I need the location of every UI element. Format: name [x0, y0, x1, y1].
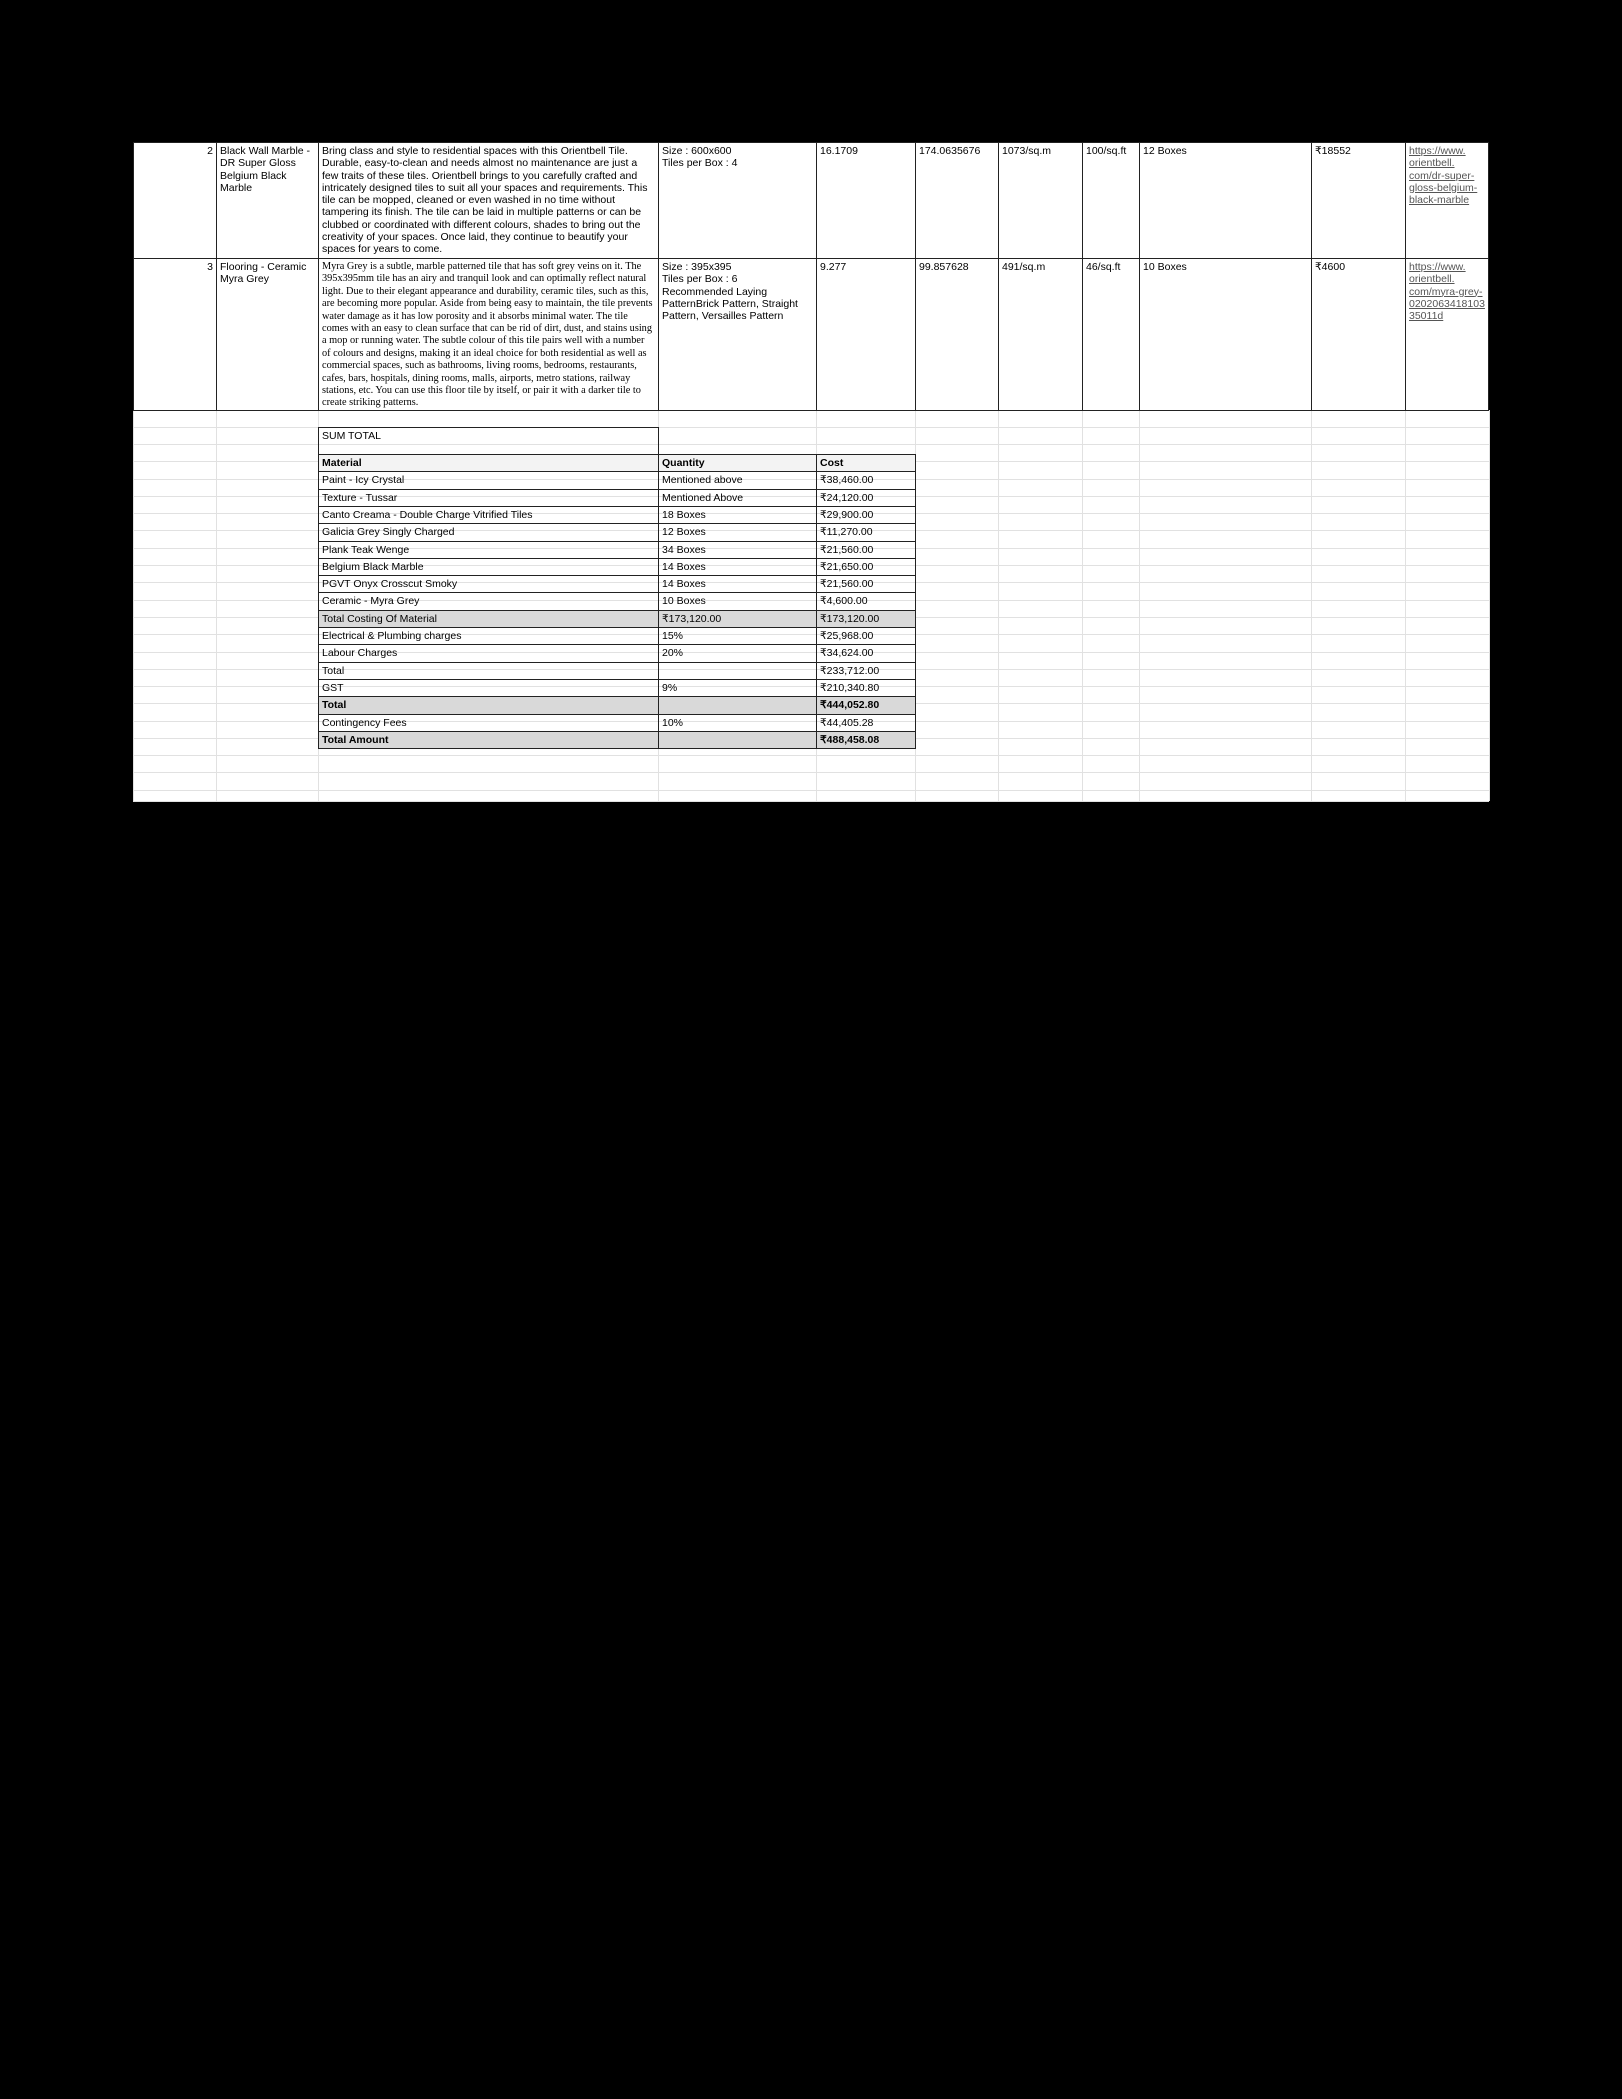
- cost-header: Cost: [817, 455, 915, 471]
- link-line[interactable]: 0202063418103: [1409, 297, 1485, 310]
- grid-column-line: [133, 410, 134, 801]
- grid-column-line: [1405, 410, 1406, 801]
- rate-per-sqft: 46/sq.ft: [1086, 261, 1121, 273]
- quantity-cell: 34 Boxes: [662, 544, 706, 556]
- material-cell: Electrical & Plumbing charges: [322, 630, 462, 642]
- material-cell: Total Costing Of Material: [319, 611, 658, 627]
- material-cell: PGVT Onyx Crosscut Smoky: [322, 578, 458, 590]
- item-description: Bring class and style to residential spaces with this Orientbell Tile. Durable, easy-to-clean and needs almost no maintenance are just a few traits of these tiles. Orientbell brings to you carefully crafted and intricately designed tiles to suit all your spaces and requirements. This tile can be mopped, cleaned or even washed in no time without tampering its finish. The tile can be laid in multiple patterns or can be clubbed or coordinated with different colours, shades to bring out the creativity of your spaces. Once laid, they continue to beautify your spaces for years to come.: [322, 145, 648, 256]
- cell-border: [658, 454, 659, 749]
- spreadsheet-page: [133, 142, 1489, 801]
- quantity-cell: [659, 732, 816, 748]
- grid-row-line: [133, 790, 1489, 791]
- item-name: Flooring - Ceramic Myra Grey: [220, 261, 307, 286]
- spec-line: PatternBrick Pattern, Straight: [662, 297, 798, 310]
- quantity-cell: Mentioned above: [662, 474, 743, 486]
- cell-border: [318, 714, 916, 715]
- item-name: Black Wall Marble - DR Super Gloss Belgium Black Marble: [220, 145, 311, 194]
- quantity-cell: [659, 697, 816, 714]
- cell-border: [318, 644, 916, 645]
- area-secondary-value: 174.0635676: [919, 145, 981, 157]
- quantity-cell: 12 Boxes: [662, 526, 706, 538]
- cell-border: [318, 541, 916, 542]
- cell-border: [915, 454, 916, 749]
- cost-cell: ₹21,560.00: [820, 578, 874, 590]
- item-description: Myra Grey is a subtle, marble patterned tile that has soft grey veins on it. The 395x395mm tile has an airy and tranquil look and can optimally reflect natural light. Due to their elegant appearance and durability, ceramic tiles, such as this, are becoming more popular. Aside from being easy to maintain, the tile prevents water damage as it has low porosity and it absorbs minimal water. The tile comes with an easy to clean surface that can be rid of dirt, dust, and stains using a mop or running water. The subtle colour of this tile pairs well with a number of colours and designs, making it an ideal choice for both residential as well as commercial spaces, such as bathrooms, living rooms, bedrooms, restaurants, cafes, bars, hospitals, dining rooms, malls, airports, metro stations, railway stations, etc. You can use this floor tile by itself, or pair it with a darker tile to create striking patterns.: [322, 261, 653, 409]
- rate-per-sqm: 491/sq.m: [1002, 261, 1046, 273]
- cost-cell: ₹25,968.00: [820, 630, 874, 642]
- spec-line: Tiles per Box : 6: [662, 273, 738, 286]
- quantity-cell: 9%: [662, 682, 678, 694]
- cell-border: [318, 627, 916, 628]
- cell-border: [318, 679, 916, 680]
- cost-cell: ₹444,052.80: [817, 697, 915, 714]
- cell-border: [318, 610, 916, 611]
- grid-column-line: [1311, 410, 1312, 801]
- spec-line: Recommended Laying: [662, 285, 768, 298]
- grid-column-line: [216, 410, 217, 801]
- link-line[interactable]: com/myra-grey-: [1409, 285, 1483, 298]
- tile-spec: [659, 143, 816, 258]
- tile-spec: [659, 259, 816, 410]
- quantity-cell: 10%: [662, 717, 684, 729]
- quantity-cell: 14 Boxes: [662, 561, 706, 573]
- cell-border: [816, 454, 817, 749]
- cell-border: [318, 454, 916, 455]
- material-cell: Galicia Grey Singly Charged: [322, 526, 455, 538]
- quantity-cell: 18 Boxes: [662, 509, 706, 521]
- cost-cell: ₹44,405.28: [820, 717, 874, 729]
- product-link[interactable]: [1406, 143, 1489, 258]
- material-cell: Canto Creama - Double Charge Vitrified Tiles: [322, 509, 533, 521]
- cell-border: [318, 731, 916, 732]
- link-line[interactable]: https://www.: [1409, 261, 1466, 273]
- link-line[interactable]: orientbell.: [1409, 273, 1455, 286]
- material-cell: Total Amount: [319, 732, 658, 748]
- cost-cell: ₹21,560.00: [820, 544, 874, 556]
- material-cell: Labour Charges: [322, 647, 398, 659]
- item-cost: ₹4600: [1315, 261, 1346, 273]
- material-cell: Paint - Icy Crystal: [322, 474, 405, 486]
- cell-border: [318, 427, 659, 428]
- cell-border: [318, 471, 916, 472]
- cost-cell: ₹34,624.00: [820, 647, 874, 659]
- product-link[interactable]: [1406, 259, 1489, 410]
- rate-per-sqft: 100/sq.ft: [1086, 145, 1127, 157]
- material-cell: Texture - Tussar: [322, 492, 398, 504]
- cost-cell: ₹4,600.00: [820, 595, 868, 607]
- row-number: 2: [207, 145, 213, 157]
- cost-cell: ₹24,120.00: [820, 492, 874, 504]
- cell-border: [318, 662, 916, 663]
- quantity-cell: Mentioned Above: [662, 492, 744, 504]
- cell-border: [658, 427, 659, 454]
- grid-column-line: [998, 410, 999, 801]
- spec-line: Size : 395x395: [662, 261, 732, 273]
- quantity-cell: ₹173,120.00: [659, 611, 816, 627]
- sum-total-title: SUM TOTAL: [322, 430, 381, 442]
- cell-border: [318, 558, 916, 559]
- material-cell: Plank Teak Wenge: [322, 544, 410, 556]
- cost-cell: ₹233,712.00: [820, 665, 880, 677]
- material-cell: Ceramic - Myra Grey: [322, 595, 420, 607]
- cell-border: [318, 748, 916, 749]
- box-count: 12 Boxes: [1143, 145, 1187, 157]
- cell-border: [318, 575, 916, 576]
- material-header: Material: [319, 455, 658, 471]
- grid-column-line: [1082, 410, 1083, 801]
- cost-cell: ₹210,340.80: [820, 682, 880, 694]
- spec-line: Pattern, Versailles Pattern: [662, 310, 784, 323]
- grid-column-line: [1489, 410, 1490, 801]
- cost-cell: ₹173,120.00: [817, 611, 915, 627]
- link-line[interactable]: black-marble: [1409, 194, 1470, 207]
- area-value: 9.277: [820, 261, 847, 273]
- material-cell: Total: [322, 665, 345, 677]
- link-line[interactable]: orientbell.: [1409, 157, 1455, 170]
- grid-row-line: [133, 801, 1489, 802]
- link-line[interactable]: gloss-belgium-: [1409, 181, 1478, 194]
- link-line[interactable]: 35011d: [1409, 310, 1444, 323]
- cell-border: [318, 506, 916, 507]
- cost-cell: ₹29,900.00: [820, 509, 874, 521]
- material-cell: Total: [319, 697, 658, 714]
- quantity-header: Quantity: [659, 455, 816, 471]
- cell-border: [133, 410, 1489, 411]
- spec-line: Size : 600x600: [662, 145, 732, 157]
- cell-border: [318, 427, 319, 454]
- area-value: 16.1709: [820, 145, 858, 157]
- item-cost: ₹18552: [1315, 145, 1351, 157]
- link-line[interactable]: com/dr-super-: [1409, 169, 1475, 182]
- material-cell: GST: [322, 682, 344, 694]
- grid-row-line: [133, 755, 1489, 756]
- quantity-cell: [659, 663, 816, 679]
- cost-cell: ₹488,458.08: [817, 732, 915, 748]
- grid-column-line: [1139, 410, 1140, 801]
- row-number: 3: [207, 261, 213, 273]
- spec-line: Tiles per Box : 4: [662, 157, 738, 170]
- cost-cell: ₹11,270.00: [820, 526, 873, 538]
- cell-border: [318, 454, 319, 749]
- area-secondary-value: 99.857628: [919, 261, 969, 273]
- cell-border: [318, 696, 916, 697]
- box-count: 10 Boxes: [1143, 261, 1187, 273]
- cell-border: [318, 592, 916, 593]
- link-line[interactable]: https://www.: [1409, 145, 1466, 157]
- cell-border: [318, 489, 916, 490]
- rate-per-sqm: 1073/sq.m: [1002, 145, 1052, 157]
- quantity-cell: 15%: [662, 630, 684, 642]
- grid-row-line: [133, 772, 1489, 773]
- cost-cell: ₹38,460.00: [820, 474, 874, 486]
- cell-border: [318, 523, 916, 524]
- cost-cell: ₹21,650.00: [820, 561, 874, 573]
- quantity-cell: 14 Boxes: [662, 578, 706, 590]
- quantity-cell: 10 Boxes: [662, 595, 706, 607]
- material-cell: Contingency Fees: [322, 717, 407, 729]
- quantity-cell: 20%: [662, 647, 684, 659]
- material-cell: Belgium Black Marble: [322, 561, 424, 573]
